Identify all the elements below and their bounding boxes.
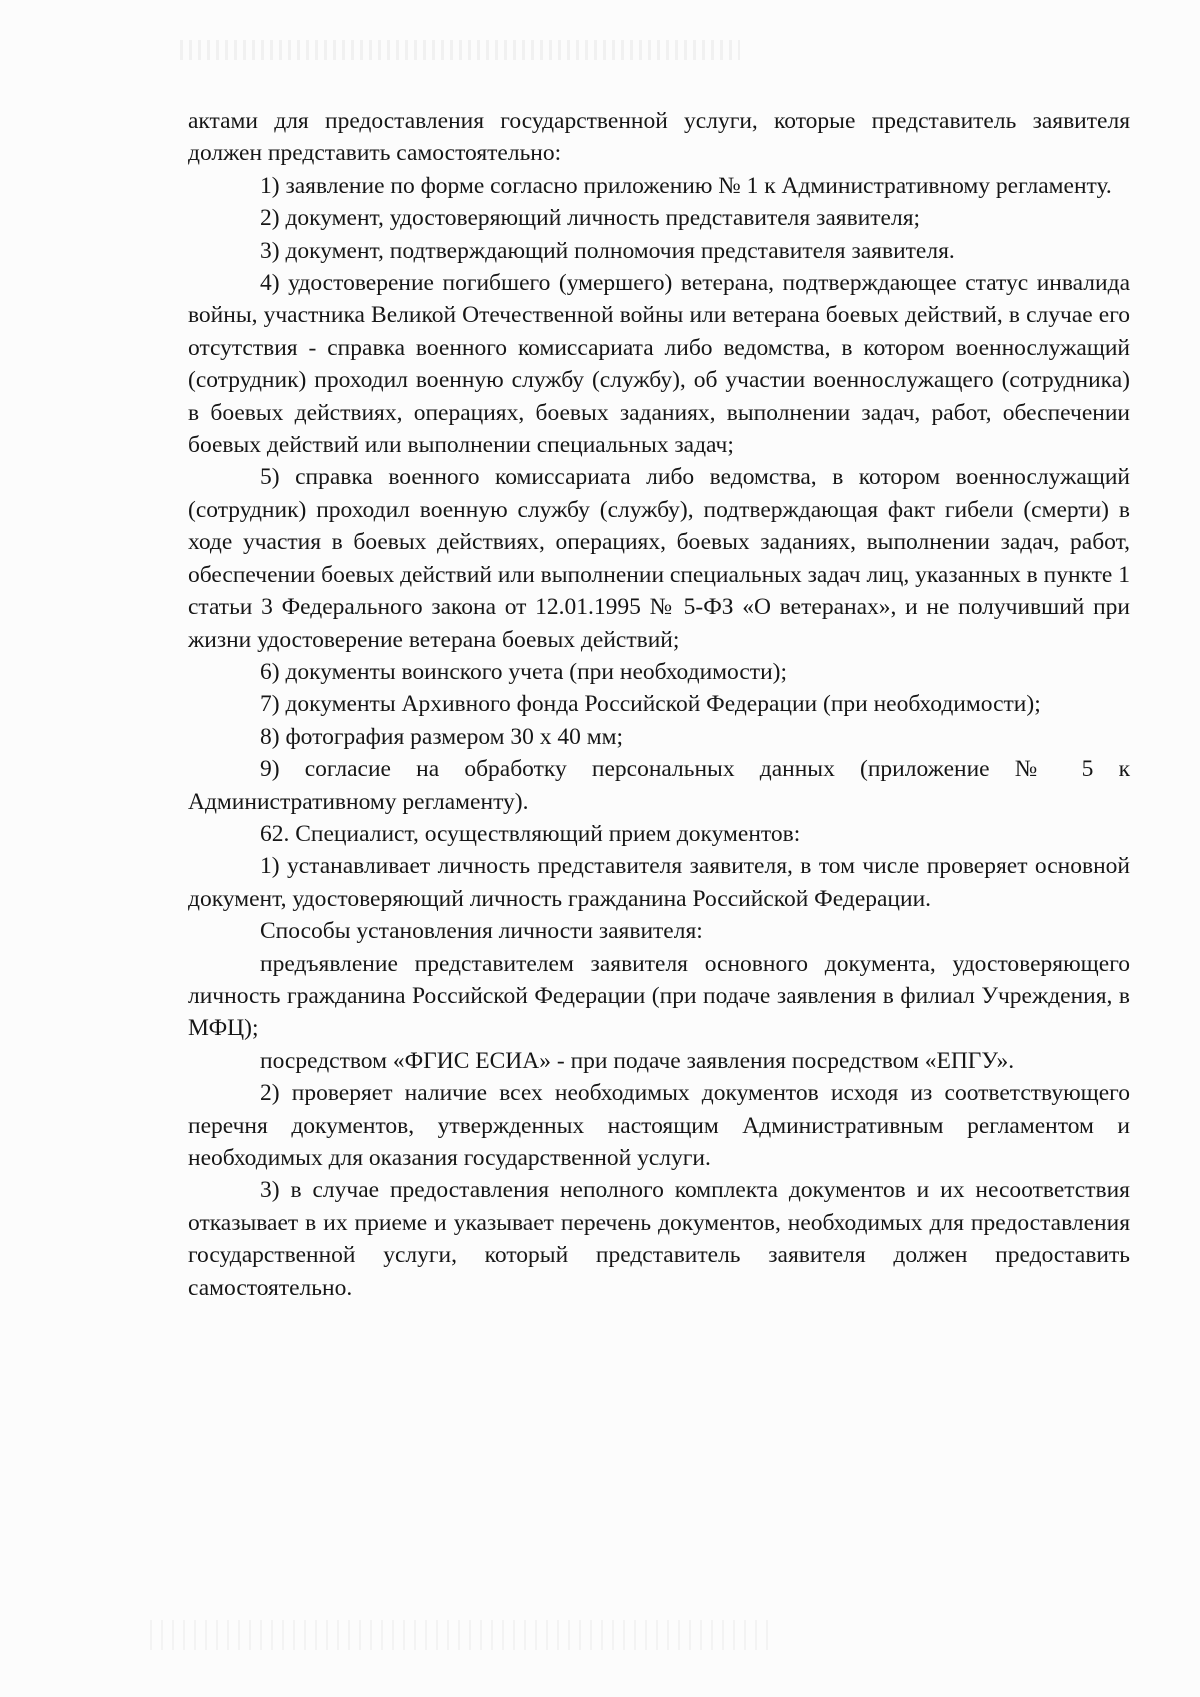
- paragraph: 4) удостоверение погибшего (умершего) ветерана, подтверждающее статус инвалида войны, участника Великой Отечественной войны или ветерана боевых действий, в случае его отсутствия - справка военного комиссариата либо ведомства, в котором военнослужащий (сотрудник) проходил военную службу (службу), об участии военнослужащего (сотрудника) в боевых действиях, операциях, боевых заданиях, выполнении задач, работ, обеспечении боевых действий или выполнении специальных задач;: [188, 270, 1130, 459]
- paragraph: 9) согласие на обработку персональных данных (приложение № 5 к Административному регламенту).: [188, 756, 1130, 815]
- paragraph: 7) документы Архивного фонда Российской Федерации (при необходимости);: [260, 691, 1041, 718]
- paragraph: 2) документ, удостоверяющий личность представителя заявителя;: [260, 205, 921, 232]
- paragraph: 62. Специалист, осуществляющий прием документов:: [260, 820, 801, 847]
- scan-artifact-bottom: [150, 1620, 770, 1650]
- paragraph: Способы установления личности заявителя:: [260, 918, 703, 945]
- paragraph: актами для предоставления государственной услуги, которые представитель заявителя должен представить самостоятельно:: [188, 108, 1130, 167]
- paragraph: 6) документы воинского учета (при необходимости);: [260, 658, 787, 685]
- paragraph: 2) проверяет наличие всех необходимых документов исходя из соответствующего перечня документов, утвержденных настоящим Административным регламентом и необходимых для оказания государственной услуги.: [188, 1080, 1130, 1171]
- paragraph: предъявление представителем заявителя основного документа, удостоверяющего личность гражданина Российской Федерации (при подаче заявления в филиал Учреждения, в МФЦ);: [188, 950, 1130, 1042]
- paragraph: 8) фотография размером 30 х 40 мм;: [260, 723, 624, 750]
- paragraph: 5) справка военного комиссариата либо ведомства, в котором военнослужащий (сотрудник) проходил военную службу (службу), подтверждающая факт гибели (смерти) в ходе участия в боевых действиях, операциях, боевых заданиях, выполнении задач, работ, обеспечении боевых действий или выполнении специальных задач лиц, указанных в пункте 1 статьи 3 Федерального закона от 12.01.1995 № 5-ФЗ «О ветеранах», и не получивший при жизни удостоверение ветерана боевых действий;: [188, 464, 1130, 653]
- paragraph: 1) устанавливает личность представителя заявителя, в том числе проверяет основной документ, удостоверяющий личность гражданина Российской Федерации.: [188, 853, 1130, 912]
- paragraph: 1) заявление по форме согласно приложению № 1 к Административному регламенту.: [260, 172, 1112, 199]
- paragraph: 3) в случае предоставления неполного комплекта документов и их несоответствия отказывает в их приеме и указывает перечень документов, необходимых для предоставления государственной услуги, который представитель заявителя должен предоставить самостоятельно.: [188, 1177, 1130, 1301]
- scan-artifact-top: [180, 40, 740, 60]
- document-body: [188, 105, 1130, 1304]
- paragraph: 3) документ, подтверждающий полномочия представителя заявителя.: [260, 237, 955, 264]
- paragraph: посредством «ФГИС ЕСИА» - при подаче заявления посредством «ЕПГУ».: [260, 1047, 1015, 1074]
